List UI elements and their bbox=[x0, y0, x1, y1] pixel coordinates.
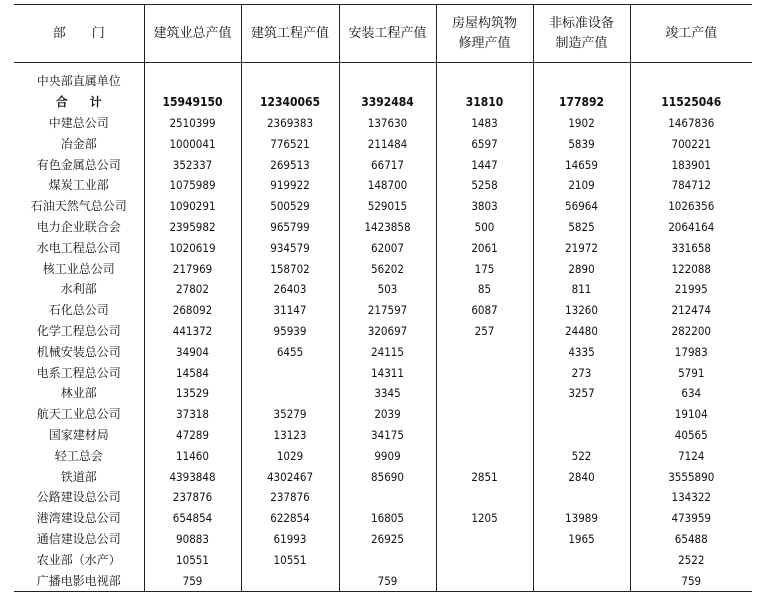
cell-installation-output: 211484 bbox=[339, 133, 436, 154]
cell-nonstandard-output: 2109 bbox=[533, 175, 630, 196]
cell-total-output: 217969 bbox=[144, 258, 241, 279]
cell-department-name: 港湾建设总公司 bbox=[36, 511, 121, 526]
cell-total-output: 4393848 bbox=[144, 466, 241, 487]
cell-total-output: 47289 bbox=[144, 425, 241, 446]
table-row bbox=[14, 508, 752, 529]
cell-department-name: 水电工程总公司 bbox=[36, 240, 121, 255]
cell-nonstandard-output: 273 bbox=[533, 362, 630, 383]
table-row bbox=[14, 404, 752, 425]
cell-completed-output: 2522 bbox=[630, 549, 752, 570]
cell-completed-output: 40565 bbox=[630, 425, 752, 446]
total-v5: 177892 bbox=[533, 92, 630, 113]
cell-nonstandard-output: 1965 bbox=[533, 529, 630, 550]
cell-building-output: 4302467 bbox=[241, 466, 339, 487]
header-total-output: 建筑业总产值 bbox=[144, 5, 241, 63]
table-row bbox=[14, 466, 752, 487]
cell-building-output: 237876 bbox=[241, 487, 339, 508]
cell-installation-output: 2039 bbox=[339, 404, 436, 425]
table-row bbox=[14, 113, 752, 134]
cell-completed-output: 122088 bbox=[630, 258, 752, 279]
table-row bbox=[14, 279, 752, 300]
table-row bbox=[14, 445, 752, 466]
total-v3: 3392484 bbox=[339, 92, 436, 113]
cell-completed-output: 784712 bbox=[630, 175, 752, 196]
cell-nonstandard-output: 24480 bbox=[533, 321, 630, 342]
cell-repair-output: 6597 bbox=[436, 133, 533, 154]
cell-nonstandard-output: 811 bbox=[533, 279, 630, 300]
cell-building-output: 31147 bbox=[241, 300, 339, 321]
cell-completed-output: 700221 bbox=[630, 133, 752, 154]
cell-installation-output: 529015 bbox=[339, 196, 436, 217]
cell-building-output: 934579 bbox=[241, 237, 339, 258]
table-body bbox=[14, 63, 752, 592]
cell-completed-output: 634 bbox=[630, 383, 752, 404]
cell-building-output: 95939 bbox=[241, 321, 339, 342]
cell-building-output: 61993 bbox=[241, 529, 339, 550]
cell-repair-output: 1205 bbox=[436, 508, 533, 529]
cell-repair-output: 5258 bbox=[436, 175, 533, 196]
cell-nonstandard-output: 3257 bbox=[533, 383, 630, 404]
cell-installation-output: 66717 bbox=[339, 154, 436, 175]
table-row bbox=[14, 383, 752, 404]
cell-total-output: 1075989 bbox=[144, 175, 241, 196]
cell-building-output: 35279 bbox=[241, 404, 339, 425]
cell-completed-output: 3555890 bbox=[630, 466, 752, 487]
section-row bbox=[14, 71, 752, 92]
cell-completed-output: 282200 bbox=[630, 321, 752, 342]
cell-building-output: 776521 bbox=[241, 133, 339, 154]
cell-building-output: 10551 bbox=[241, 549, 339, 570]
cell-department-name: 水利部 bbox=[60, 282, 97, 297]
cell-building-output: 919922 bbox=[241, 175, 339, 196]
table-row bbox=[14, 133, 752, 154]
table-row bbox=[14, 529, 752, 550]
cell-installation-output: 16805 bbox=[339, 508, 436, 529]
cell-total-output: 90883 bbox=[144, 529, 241, 550]
cell-department-name: 农业部（水产） bbox=[36, 552, 121, 567]
cell-total-output: 1000041 bbox=[144, 133, 241, 154]
cell-nonstandard-output: 2890 bbox=[533, 258, 630, 279]
total-v2: 12340065 bbox=[241, 92, 339, 113]
cell-nonstandard-output: 13989 bbox=[533, 508, 630, 529]
table-row bbox=[14, 570, 752, 591]
cell-repair-output bbox=[436, 445, 533, 466]
cell-installation-output: 137630 bbox=[339, 113, 436, 134]
cell-total-output: 1090291 bbox=[144, 196, 241, 217]
table-row bbox=[14, 258, 752, 279]
cell-repair-output bbox=[436, 404, 533, 425]
total-label: 合 计 bbox=[55, 95, 102, 110]
cell-department-name: 电力企业联合会 bbox=[36, 219, 121, 234]
cell-repair-output bbox=[436, 362, 533, 383]
table-row bbox=[14, 217, 752, 238]
cell-department-name: 航天工业总公司 bbox=[36, 407, 121, 422]
total-v1: 15949150 bbox=[144, 92, 241, 113]
cell-nonstandard-output: 4335 bbox=[533, 341, 630, 362]
cell-total-output: 2510399 bbox=[144, 113, 241, 134]
cell-installation-output: 62007 bbox=[339, 237, 436, 258]
cell-department-name: 轻工总会 bbox=[54, 448, 103, 463]
cell-department-name: 公路建设总公司 bbox=[36, 490, 121, 505]
cell-total-output: 11460 bbox=[144, 445, 241, 466]
cell-completed-output: 65488 bbox=[630, 529, 752, 550]
cell-total-output: 441372 bbox=[144, 321, 241, 342]
cell-completed-output: 2064164 bbox=[630, 217, 752, 238]
cell-completed-output: 134322 bbox=[630, 487, 752, 508]
cell-installation-output bbox=[339, 487, 436, 508]
total-v4: 31810 bbox=[436, 92, 533, 113]
table-header bbox=[14, 5, 752, 63]
cell-department-name: 中建总公司 bbox=[48, 115, 109, 130]
cell-total-output: 37318 bbox=[144, 404, 241, 425]
construction-output-table bbox=[14, 4, 752, 592]
cell-installation-output: 56202 bbox=[339, 258, 436, 279]
cell-department-name: 石油天然气总公司 bbox=[30, 199, 127, 214]
cell-building-output: 13123 bbox=[241, 425, 339, 446]
cell-installation-output: 1423858 bbox=[339, 217, 436, 238]
cell-nonstandard-output: 56964 bbox=[533, 196, 630, 217]
cell-completed-output: 5791 bbox=[630, 362, 752, 383]
cell-building-output bbox=[241, 570, 339, 591]
cell-department-name: 电系工程总公司 bbox=[36, 365, 121, 380]
cell-department-name: 机械安装总公司 bbox=[36, 344, 121, 359]
cell-nonstandard-output: 5825 bbox=[533, 217, 630, 238]
cell-repair-output: 1447 bbox=[436, 154, 533, 175]
header-installation-output: 安装工程产值 bbox=[339, 5, 436, 63]
cell-installation-output: 14311 bbox=[339, 362, 436, 383]
cell-nonstandard-output bbox=[533, 425, 630, 446]
cell-installation-output: 9909 bbox=[339, 445, 436, 466]
cell-installation-output: 26925 bbox=[339, 529, 436, 550]
cell-building-output: 500529 bbox=[241, 196, 339, 217]
cell-repair-output bbox=[436, 549, 533, 570]
total-row bbox=[14, 92, 752, 113]
table-row bbox=[14, 362, 752, 383]
spacer-row bbox=[14, 63, 752, 72]
section-label: 中央部直属单位 bbox=[36, 74, 121, 89]
cell-completed-output: 19104 bbox=[630, 404, 752, 425]
cell-total-output: 654854 bbox=[144, 508, 241, 529]
cell-repair-output bbox=[436, 341, 533, 362]
cell-building-output: 269513 bbox=[241, 154, 339, 175]
cell-building-output: 965799 bbox=[241, 217, 339, 238]
cell-building-output: 1029 bbox=[241, 445, 339, 466]
table-row bbox=[14, 549, 752, 570]
cell-department-name: 煤炭工业部 bbox=[48, 178, 109, 193]
total-v6: 11525046 bbox=[630, 92, 752, 113]
header-completed-output: 竣工产值 bbox=[630, 5, 752, 63]
cell-nonstandard-output bbox=[533, 487, 630, 508]
table-row bbox=[14, 175, 752, 196]
cell-installation-output: 24115 bbox=[339, 341, 436, 362]
cell-installation-output: 148700 bbox=[339, 175, 436, 196]
table-row bbox=[14, 237, 752, 258]
cell-repair-output: 1483 bbox=[436, 113, 533, 134]
cell-installation-output: 320697 bbox=[339, 321, 436, 342]
cell-repair-output bbox=[436, 529, 533, 550]
cell-building-output bbox=[241, 362, 339, 383]
cell-department-name: 冶金部 bbox=[60, 136, 97, 151]
table-row bbox=[14, 487, 752, 508]
cell-completed-output: 7124 bbox=[630, 445, 752, 466]
cell-total-output: 352337 bbox=[144, 154, 241, 175]
header-department: 部 门 bbox=[14, 5, 144, 63]
header-nonstandard-output: 非标准设备 制造产值 bbox=[533, 5, 630, 63]
cell-total-output: 268092 bbox=[144, 300, 241, 321]
cell-department-name: 林业部 bbox=[60, 386, 97, 401]
table-row bbox=[14, 321, 752, 342]
table-row bbox=[14, 196, 752, 217]
cell-department-name: 核工业总公司 bbox=[42, 261, 115, 276]
table-row bbox=[14, 425, 752, 446]
cell-building-output: 622854 bbox=[241, 508, 339, 529]
cell-completed-output: 183901 bbox=[630, 154, 752, 175]
cell-department-name: 有色金属总公司 bbox=[36, 157, 121, 172]
cell-total-output: 237876 bbox=[144, 487, 241, 508]
cell-installation-output: 34175 bbox=[339, 425, 436, 446]
cell-nonstandard-output: 14659 bbox=[533, 154, 630, 175]
cell-total-output: 34904 bbox=[144, 341, 241, 362]
cell-completed-output: 1467836 bbox=[630, 113, 752, 134]
cell-total-output: 1020619 bbox=[144, 237, 241, 258]
cell-building-output: 158702 bbox=[241, 258, 339, 279]
cell-total-output: 13529 bbox=[144, 383, 241, 404]
cell-repair-output: 2851 bbox=[436, 466, 533, 487]
cell-total-output: 759 bbox=[144, 570, 241, 591]
cell-repair-output: 2061 bbox=[436, 237, 533, 258]
cell-department-name: 铁道部 bbox=[60, 469, 97, 484]
cell-nonstandard-output bbox=[533, 404, 630, 425]
cell-nonstandard-output: 21972 bbox=[533, 237, 630, 258]
cell-installation-output bbox=[339, 549, 436, 570]
cell-total-output: 27802 bbox=[144, 279, 241, 300]
cell-repair-output: 175 bbox=[436, 258, 533, 279]
cell-repair-output: 500 bbox=[436, 217, 533, 238]
cell-nonstandard-output: 13260 bbox=[533, 300, 630, 321]
cell-total-output: 10551 bbox=[144, 549, 241, 570]
cell-department-name: 通信建设总公司 bbox=[36, 531, 121, 546]
cell-installation-output: 85690 bbox=[339, 466, 436, 487]
cell-completed-output: 1026356 bbox=[630, 196, 752, 217]
cell-total-output: 2395982 bbox=[144, 217, 241, 238]
cell-total-output: 14584 bbox=[144, 362, 241, 383]
table-row bbox=[14, 300, 752, 321]
cell-building-output: 26403 bbox=[241, 279, 339, 300]
header-building-output: 建筑工程产值 bbox=[241, 5, 339, 63]
cell-repair-output bbox=[436, 570, 533, 591]
cell-completed-output: 212474 bbox=[630, 300, 752, 321]
cell-nonstandard-output: 2840 bbox=[533, 466, 630, 487]
table-row bbox=[14, 341, 752, 362]
cell-completed-output: 17983 bbox=[630, 341, 752, 362]
cell-nonstandard-output: 522 bbox=[533, 445, 630, 466]
cell-completed-output: 473959 bbox=[630, 508, 752, 529]
cell-building-output: 2369383 bbox=[241, 113, 339, 134]
cell-department-name: 化学工程总公司 bbox=[36, 323, 121, 338]
cell-installation-output: 503 bbox=[339, 279, 436, 300]
cell-completed-output: 21995 bbox=[630, 279, 752, 300]
cell-department-name: 石化总公司 bbox=[48, 303, 109, 318]
cell-department-name: 国家建材局 bbox=[48, 427, 109, 442]
cell-building-output: 6455 bbox=[241, 341, 339, 362]
cell-department-name: 广播电影电视部 bbox=[14, 570, 144, 591]
table-row bbox=[14, 154, 752, 175]
cell-installation-output: 759 bbox=[339, 570, 436, 591]
cell-nonstandard-output bbox=[533, 549, 630, 570]
cell-installation-output: 217597 bbox=[339, 300, 436, 321]
header-repair-output: 房屋构筑物 修理产值 bbox=[436, 5, 533, 63]
cell-nonstandard-output bbox=[533, 570, 630, 591]
cell-repair-output: 85 bbox=[436, 279, 533, 300]
cell-nonstandard-output: 1902 bbox=[533, 113, 630, 134]
cell-repair-output: 257 bbox=[436, 321, 533, 342]
cell-repair-output bbox=[436, 487, 533, 508]
cell-repair-output: 3803 bbox=[436, 196, 533, 217]
cell-completed-output: 759 bbox=[630, 570, 752, 591]
cell-repair-output bbox=[436, 383, 533, 404]
cell-installation-output: 3345 bbox=[339, 383, 436, 404]
cell-repair-output bbox=[436, 425, 533, 446]
cell-building-output bbox=[241, 383, 339, 404]
cell-completed-output: 331658 bbox=[630, 237, 752, 258]
cell-nonstandard-output: 5839 bbox=[533, 133, 630, 154]
cell-repair-output: 6087 bbox=[436, 300, 533, 321]
